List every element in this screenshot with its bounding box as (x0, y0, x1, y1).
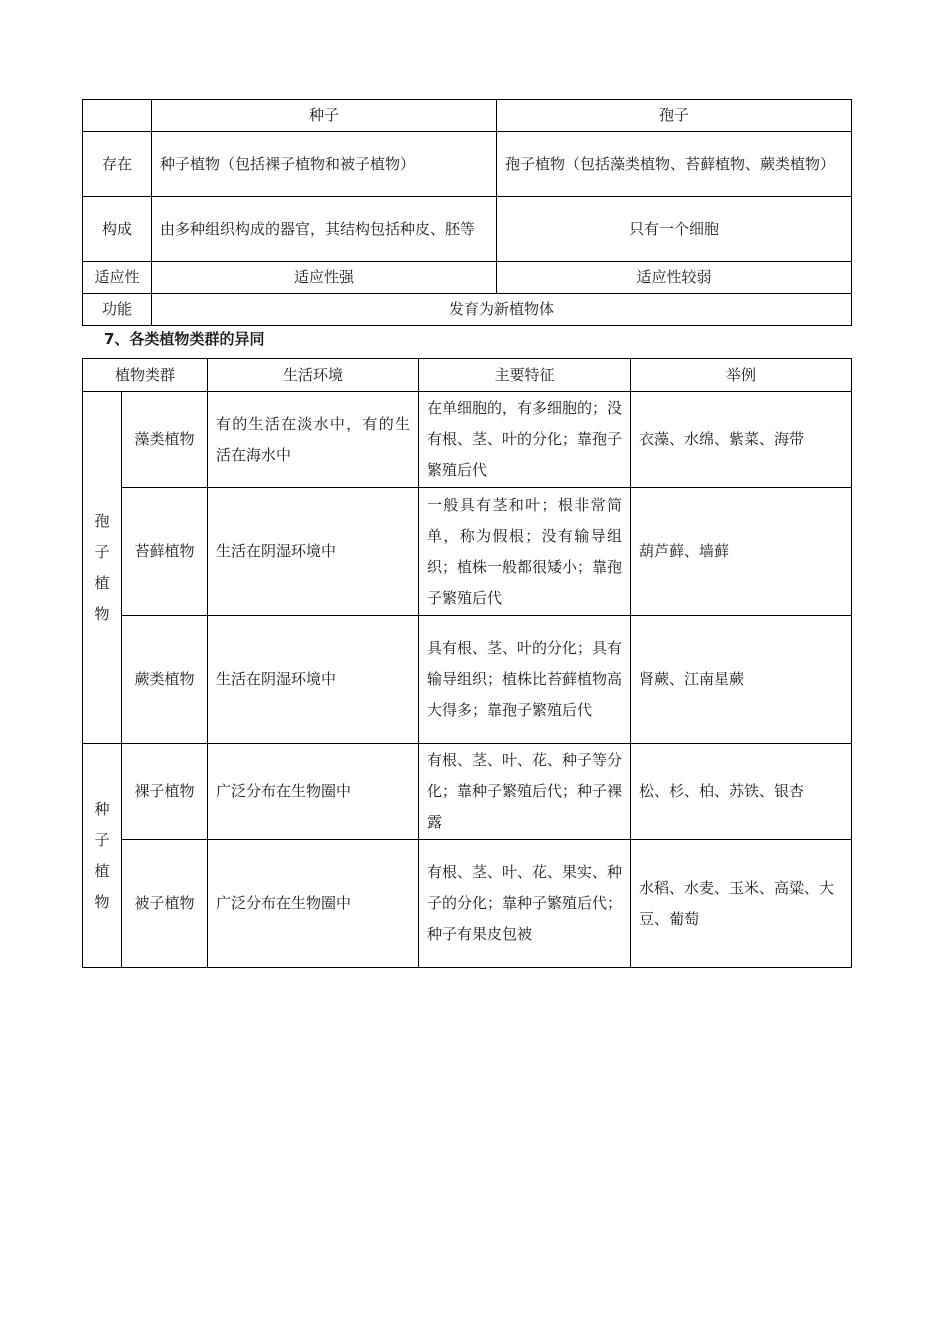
table-row (83, 262, 852, 294)
table-row (83, 197, 852, 262)
features-cell: 有根、茎、叶、花、种子等分化；靠种子繁殖后代；种子裸露 (419, 744, 631, 840)
table-cell: 由多种组织构成的器官，其结构包括种皮、胚等 (152, 197, 497, 262)
table-cell: 适应性强 (152, 262, 497, 294)
table-cell: 种子植物（包括裸子植物和被子植物） (152, 132, 497, 197)
row-label: 功能 (83, 294, 152, 326)
examples-cell: 衣藻、水绵、紫菜、海带 (631, 392, 852, 488)
group-label-spore-plants (83, 392, 122, 744)
features-cell: 在单细胞的，有多细胞的；没有根、茎、叶的分化；靠孢子繁殖后代 (419, 392, 631, 488)
features-cell: 有根、茎、叶、花、果实、种子的分化；靠种子繁殖后代；种子有果皮包被 (419, 840, 631, 968)
row-label: 适应性 (83, 262, 152, 294)
section-heading: 7、各类植物类群的异同 (104, 330, 265, 348)
header-cell-features: 主要特征 (419, 359, 631, 392)
env-cell: 广泛分布在生物圈中 (208, 840, 419, 968)
table-cell-merged: 发育为新植物体 (152, 294, 852, 326)
group-name-vertical: 孢子植物 (94, 511, 110, 623)
examples-cell: 松、杉、柏、苏铁、银杏 (631, 744, 852, 840)
header-cell-env: 生活环境 (208, 359, 419, 392)
table-cell: 孢子植物（包括藻类植物、苔藓植物、蕨类植物） (497, 132, 852, 197)
table-row (83, 840, 852, 968)
table-row (83, 392, 852, 488)
table-cell: 只有一个细胞 (497, 197, 852, 262)
row-label: 存在 (83, 132, 152, 197)
plant-type: 苔藓植物 (122, 488, 208, 616)
examples-cell: 葫芦藓、墙藓 (631, 488, 852, 616)
table-row (83, 100, 852, 132)
table-row (83, 616, 852, 744)
header-cell-group: 植物类群 (83, 359, 208, 392)
header-cell-spore: 孢子 (497, 100, 852, 132)
header-cell-empty (83, 100, 152, 132)
env-cell: 广泛分布在生物圈中 (208, 744, 419, 840)
examples-cell: 水稻、水麦、玉米、高粱、大豆、葡萄 (631, 840, 852, 968)
table-row (83, 744, 852, 840)
env-cell: 生活在阴湿环境中 (208, 488, 419, 616)
plant-type: 蕨类植物 (122, 616, 208, 744)
group-label-seed-plants (83, 744, 122, 968)
plant-type: 被子植物 (122, 840, 208, 968)
table-row (83, 488, 852, 616)
table-row (83, 294, 852, 326)
table-row (83, 359, 852, 392)
features-cell: 具有根、茎、叶的分化；具有输导组织；植株比苔藓植物高大得多；靠孢子繁殖后代 (419, 616, 631, 744)
env-cell: 有的生活在淡水中，有的生活在海水中 (208, 392, 419, 488)
plant-type: 藻类植物 (122, 392, 208, 488)
table-row (83, 132, 852, 197)
header-cell-examples: 举例 (631, 359, 852, 392)
header-cell-seed: 种子 (152, 100, 497, 132)
group-name-vertical: 种子植物 (94, 799, 110, 911)
seed-spore-comparison-table (82, 99, 852, 326)
table-cell: 适应性较弱 (497, 262, 852, 294)
examples-cell: 肾蕨、江南星蕨 (631, 616, 852, 744)
plant-type: 裸子植物 (122, 744, 208, 840)
env-cell: 生活在阴湿环境中 (208, 616, 419, 744)
row-label: 构成 (83, 197, 152, 262)
features-cell: 一般具有茎和叶；根非常简单，称为假根；没有输导组织；植株一般都很矮小；靠孢子繁殖后代 (419, 488, 631, 616)
plant-groups-table (82, 358, 852, 968)
